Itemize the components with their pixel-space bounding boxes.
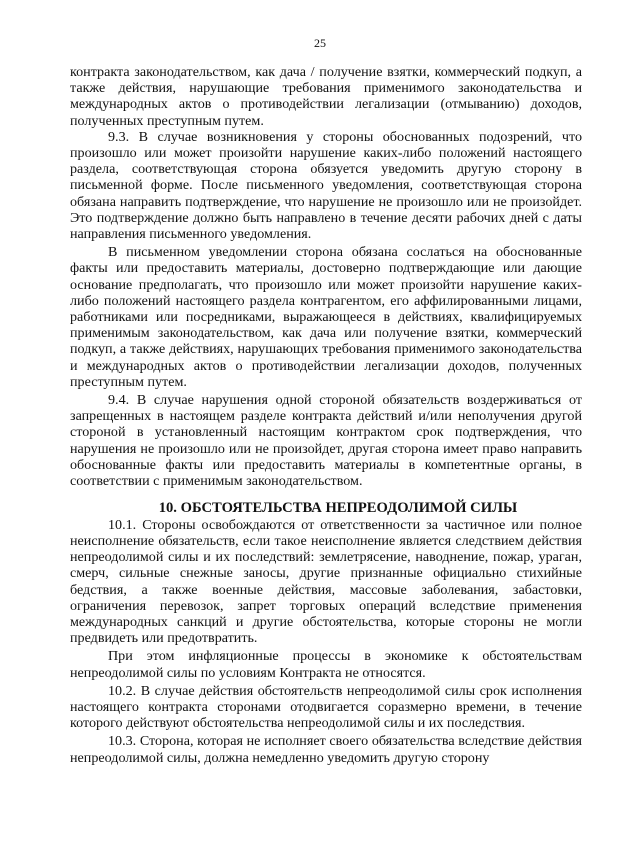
paragraph-9-2-continuation: контракта законодательством, как дача / получение взятки, коммерческий подкуп, а также действия, нарушающие требования применимого законодательства и международных актов о противодействии легализации (отмыванию) доходов, полученных преступным путем. bbox=[70, 64, 582, 129]
section-10-heading: 10. ОБСТОЯТЕЛЬСТВА НЕПРЕОДОЛИМОЙ СИЛЫ bbox=[158, 500, 518, 517]
page-number: 25 bbox=[314, 36, 326, 50]
paragraph-notice-requirements: В письменном уведомлении сторона обязана сослаться на обоснованные факты или предоставить материалы, достоверно подтверждающие или дающие основание предполагать, что произошло или может произойти нарушение каких-либо положений настоящего раздела контрагентом, его аффилированными лицами, работниками или посредниками, выражающееся в действиях, квалифицируемых применимым законодательством, как дача или получение взятки, коммерческий подкуп, а также действиях, нарушающих требования применимого законодательства и международных актов о противодействии легализации доходов, полученных преступным путем. bbox=[70, 244, 582, 390]
paragraph-inflation: При этом инфляционные процессы в экономике к обстоятельствам непреодолимой силы по условиям Контракта не относятся. bbox=[70, 648, 582, 681]
paragraph-9-3: 9.3. В случае возникновения у стороны обоснованных подозрений, что произошло или может произойти нарушение каких-либо положений настоящего раздела, соответствующая сторона обязуется уведомить другую сторону в письменной форме. После письменного уведомления, соответствующая сторона обязана направить подтверждение, что нарушение не произошло или не произойдет. Это подтверждение должно быть направлено в течение десяти рабочих дней с даты направления письменного уведомления. bbox=[70, 128, 582, 243]
paragraph-10-2: 10.2. В случае действия обстоятельств непреодолимой силы срок исполнения настоящего контракта сторонами отодвигается соразмерно времени, в течение которого действуют обстоятельства непреодолимой силы и их последствия. bbox=[70, 682, 582, 732]
document-body bbox=[70, 64, 582, 766]
paragraph-10-3: 10.3. Сторона, которая не исполняет своего обязательства вследствие действия непреодолимой силы, должна немедленно уведомить другую сторону bbox=[70, 733, 582, 766]
paragraph-10-1: 10.1. Стороны освобождаются от ответственности за частичное или полное неисполнение обязательств, если такое неисполнение является следствием действия непреодолимой силы и их последствий: землетрясение, наводнение, пожар, ураган, смерч, сильные снежные заносы, другие признанные официально стихийные бедствия, а также военные действия, массовые заболевания, забастовки, ограничения перевозок, запрет торговых операций вследствие применения международных санкций и другие обстоятельства, которые стороны не могли предвидеть или предотвратить. bbox=[70, 516, 582, 647]
paragraph-9-4: 9.4. В случае нарушения одной стороной обязательств воздерживаться от запрещенных в настоящем разделе контракта действий и/или неполучения другой стороной в установленный настоящим контрактом срок подтверждения, что нарушения не произошло или не произойдет, другая сторона имеет право направить обоснованные факты или предоставить материалы в компетентные органы, в соответствии с применимым законодательством. bbox=[70, 392, 582, 490]
